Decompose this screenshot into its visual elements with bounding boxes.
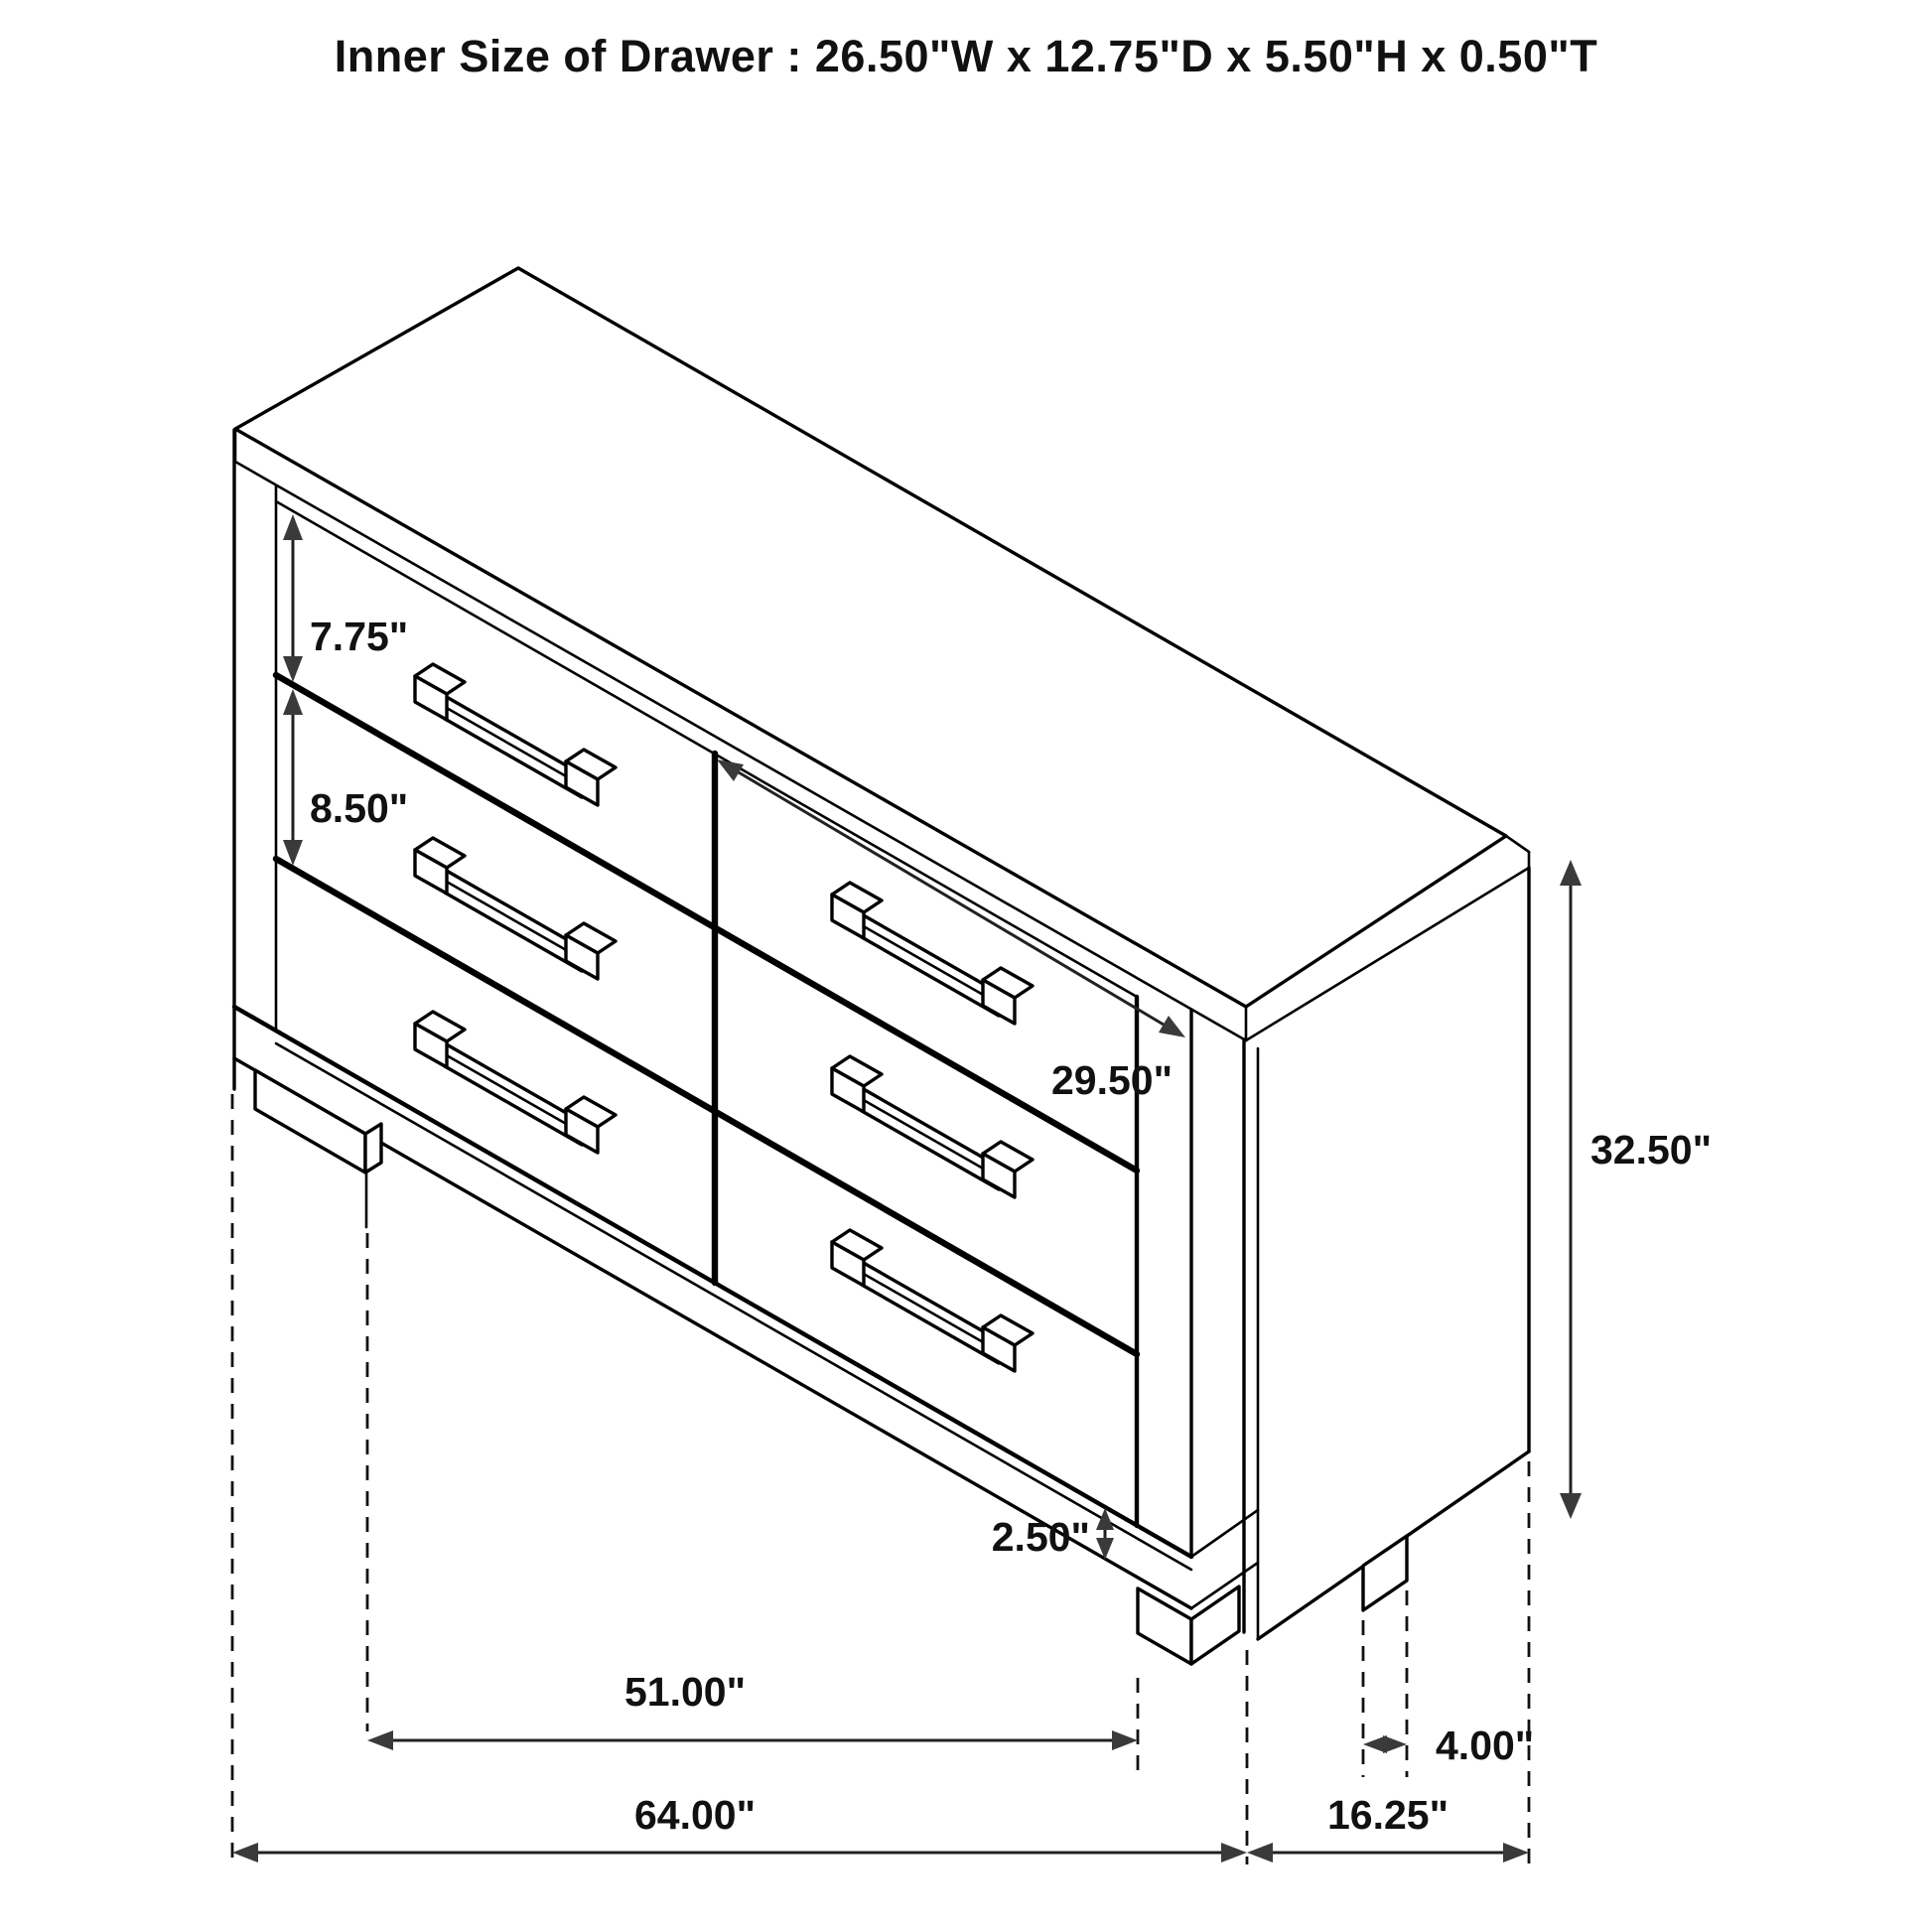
base-side-top: [1191, 1510, 1258, 1557]
dimension-overall-depth: [1247, 1792, 1529, 1863]
back-right-foot: [1363, 1536, 1407, 1610]
dim-label-2950: 29.50": [1050, 1057, 1173, 1103]
front-right-foot-face: [1138, 1588, 1191, 1664]
arrow-left-icon: [367, 1730, 393, 1750]
arrow-upleft-icon: [717, 759, 744, 781]
handle-right-middle: [832, 1056, 1033, 1197]
arrow-down-icon: [1560, 1493, 1582, 1519]
dim-label-1625: 16.25": [1326, 1792, 1449, 1838]
arrow-right-icon: [1383, 1735, 1407, 1753]
arrow-left-icon: [1247, 1843, 1273, 1863]
dim-label-775: 7.75": [310, 614, 409, 659]
top-band-back-corner-edge: [1506, 836, 1529, 852]
dim-label-6400: 64.00": [633, 1792, 757, 1838]
dim-label-250: 2.50": [991, 1514, 1090, 1560]
front-right-foot-side: [1191, 1587, 1239, 1664]
arrow-up-icon: [283, 689, 303, 715]
arrow-right-icon: [1221, 1843, 1247, 1863]
dim-label-400: 4.00": [1436, 1723, 1535, 1768]
dim-label-850: 8.50": [310, 785, 409, 831]
right-side-panel: [1244, 868, 1529, 1639]
arrow-left-icon: [232, 1843, 258, 1863]
dimension-top-drawer-height: [283, 514, 408, 682]
dimension-overall-width: [232, 1792, 1247, 1863]
arrow-downright-icon: [1159, 1016, 1185, 1037]
arrow-right-icon: [1112, 1730, 1138, 1750]
base-and-feet: [255, 1070, 1407, 1664]
arrow-right-icon: [1503, 1843, 1529, 1863]
handle-left-top: [415, 664, 616, 805]
arrow-up-icon: [283, 514, 303, 540]
dim-label-3250: 32.50": [1590, 1127, 1713, 1173]
dimension-rear-foot-width: [1363, 1723, 1534, 1768]
handle-right-top: [832, 883, 1033, 1024]
handle-right-bottom: [832, 1230, 1033, 1371]
dim-label-5100: 51.00": [623, 1669, 747, 1715]
handle-left-bottom: [415, 1012, 616, 1153]
page-title: Inner Size of Drawer : 26.50"W x 12.75"D x 5.50"H x 0.50"T: [334, 31, 1598, 81]
dimension-overall-height: [1560, 860, 1712, 1519]
dimension-inner-leg-span: [367, 1669, 1138, 1750]
front-left-foot-side: [365, 1124, 381, 1173]
arrow-up-icon: [1560, 860, 1582, 886]
